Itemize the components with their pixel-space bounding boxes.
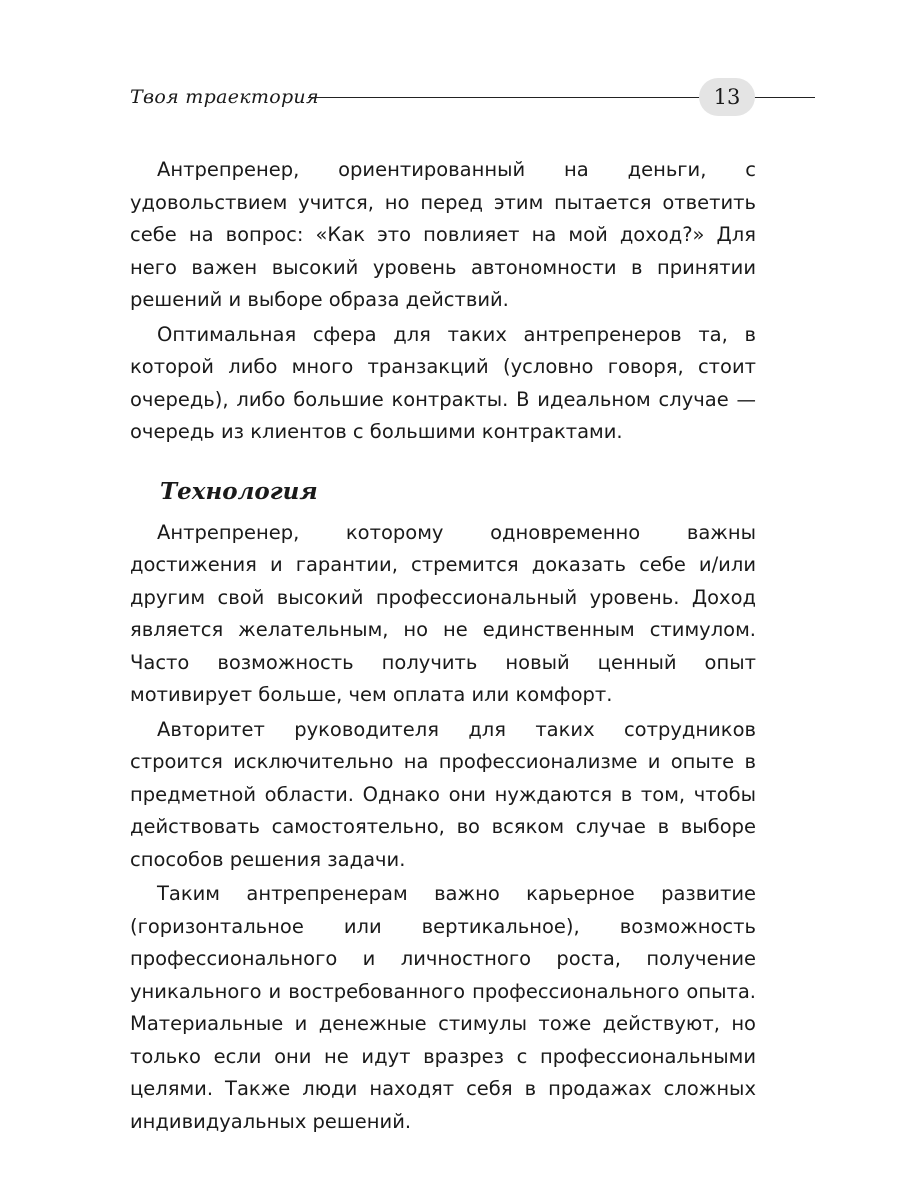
- page-header: [130, 78, 755, 118]
- paragraph: Оптимальная сфера для таких антрепренеров та, в которой либо много транзакций (условно говоря, стоит очередь), либо большие контракты. В идеальном случае — очередь из клиентов с большими контрактами.: [130, 322, 756, 443]
- section-heading: Технология: [160, 477, 318, 505]
- paragraph: Антрепренер, которому одновременно важны достижения и гарантии, стремится доказать себе и/или другим свой высокий профессиональный уровень. Доход является желательным, но не единственным стимулом. Часто возможность получить новый ценный опыт мотивирует больше, чем оплата или комфорт.: [130, 520, 756, 706]
- page-number: 13: [699, 78, 755, 116]
- page-body: [130, 154, 756, 1138]
- running-title: Твоя траектория: [130, 86, 319, 108]
- paragraph: Таким антрепренерам важно карьерное развитие (горизонтальное или вертикальное), возможность профессионального и личностного роста, получение уникального и востребованного профессионального опыта. Материальные и денежные стимулы тоже действуют, но только если они не идут вразрез с профессиональными целями. Также люди находят себя в продажах сложных индивидуальных решений.: [130, 882, 756, 1133]
- paragraph: Авторитет руководителя для таких сотрудников строится исключительно на профессионализме и опыте в предметной области. Однако они нуждаются в том, чтобы действовать самостоятельно, во всяком случае в выборе способов решения задачи.: [130, 717, 756, 871]
- paragraph: Антрепренер, ориентированный на деньги, с удовольствием учится, но перед этим пытается ответить себе на вопрос: «Как это повлияет на мой доход?» Для него важен высокий уровень автономности в принятии решений и выборе образа действий.: [130, 158, 756, 311]
